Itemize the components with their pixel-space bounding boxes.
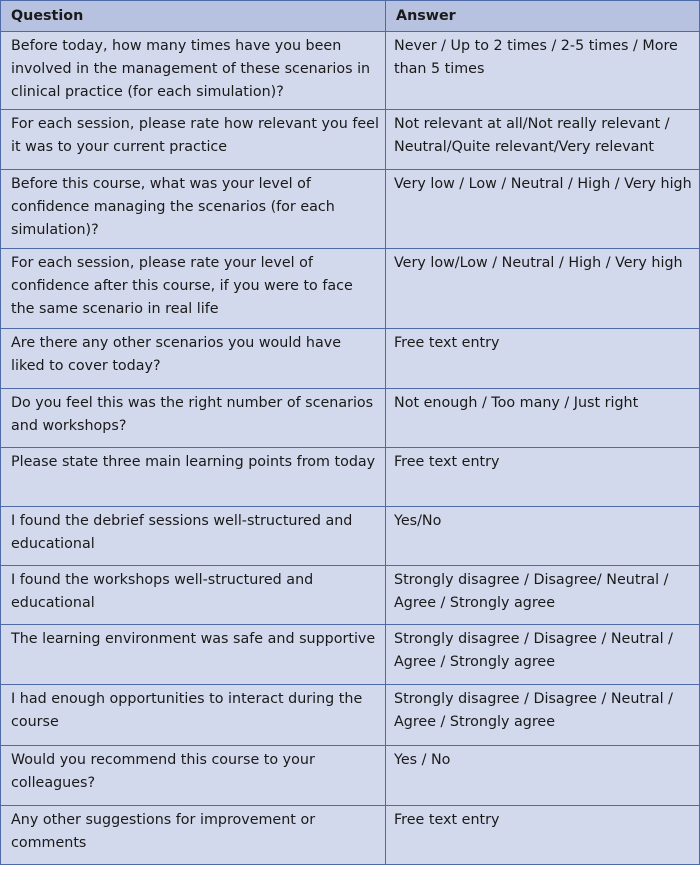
question-cell: Please state three main learning points from today xyxy=(1,448,386,507)
question-cell: The learning environment was safe and supportive xyxy=(1,625,386,685)
answer-cell: Free text entry xyxy=(386,329,700,389)
table-row xyxy=(1,329,700,389)
question-cell: Do you feel this was the right number of scenarios and workshops? xyxy=(1,389,386,448)
table-row xyxy=(1,448,700,507)
question-cell: Are there any other scenarios you would have liked to cover today? xyxy=(1,329,386,389)
answer-column-header: Answer xyxy=(386,1,700,32)
table-row xyxy=(1,249,700,329)
question-cell: Any other suggestions for improvement or comments xyxy=(1,806,386,865)
answer-cell: Very low/Low / Neutral / High / Very high xyxy=(386,249,700,329)
question-column-header: Question xyxy=(1,1,386,32)
table-header-row xyxy=(1,1,700,32)
table-row xyxy=(1,32,700,110)
answer-cell: Yes / No xyxy=(386,746,700,806)
table-row xyxy=(1,389,700,448)
table-row xyxy=(1,566,700,625)
answer-cell: Free text entry xyxy=(386,806,700,865)
answer-cell: Not enough / Too many / Just right xyxy=(386,389,700,448)
question-cell: For each session, please rate your level of confidence after this course, if you were to face the same scenario in real life xyxy=(1,249,386,329)
question-cell: I had enough opportunities to interact during the course xyxy=(1,685,386,746)
question-cell: I found the debrief sessions well-structured and educational xyxy=(1,507,386,566)
answer-cell: Strongly disagree / Disagree/ Neutral / Agree / Strongly agree xyxy=(386,566,700,625)
question-cell: Would you recommend this course to your colleagues? xyxy=(1,746,386,806)
question-cell: I found the workshops well-structured and educational xyxy=(1,566,386,625)
answer-cell: Never / Up to 2 times / 2-5 times / More than 5 times xyxy=(386,32,700,110)
table-row xyxy=(1,806,700,865)
question-cell: Before today, how many times have you been involved in the management of these scenarios in clinical practice (for each simulation)? xyxy=(1,32,386,110)
answer-cell: Strongly disagree / Disagree / Neutral / Agree / Strongly agree xyxy=(386,625,700,685)
question-cell: For each session, please rate how relevant you feel it was to your current practice xyxy=(1,110,386,170)
table-row xyxy=(1,746,700,806)
answer-cell: Yes/No xyxy=(386,507,700,566)
table-row xyxy=(1,625,700,685)
table-row xyxy=(1,685,700,746)
table-row xyxy=(1,507,700,566)
answer-cell: Strongly disagree / Disagree / Neutral / Agree / Strongly agree xyxy=(386,685,700,746)
answer-cell: Not relevant at all/Not really relevant / Neutral/Quite relevant/Very relevant xyxy=(386,110,700,170)
answer-cell: Free text entry xyxy=(386,448,700,507)
table-row xyxy=(1,170,700,249)
table-row xyxy=(1,110,700,170)
question-cell: Before this course, what was your level of confidence managing the scenarios (for each simulation)? xyxy=(1,170,386,249)
answer-cell: Very low / Low / Neutral / High / Very high xyxy=(386,170,700,249)
